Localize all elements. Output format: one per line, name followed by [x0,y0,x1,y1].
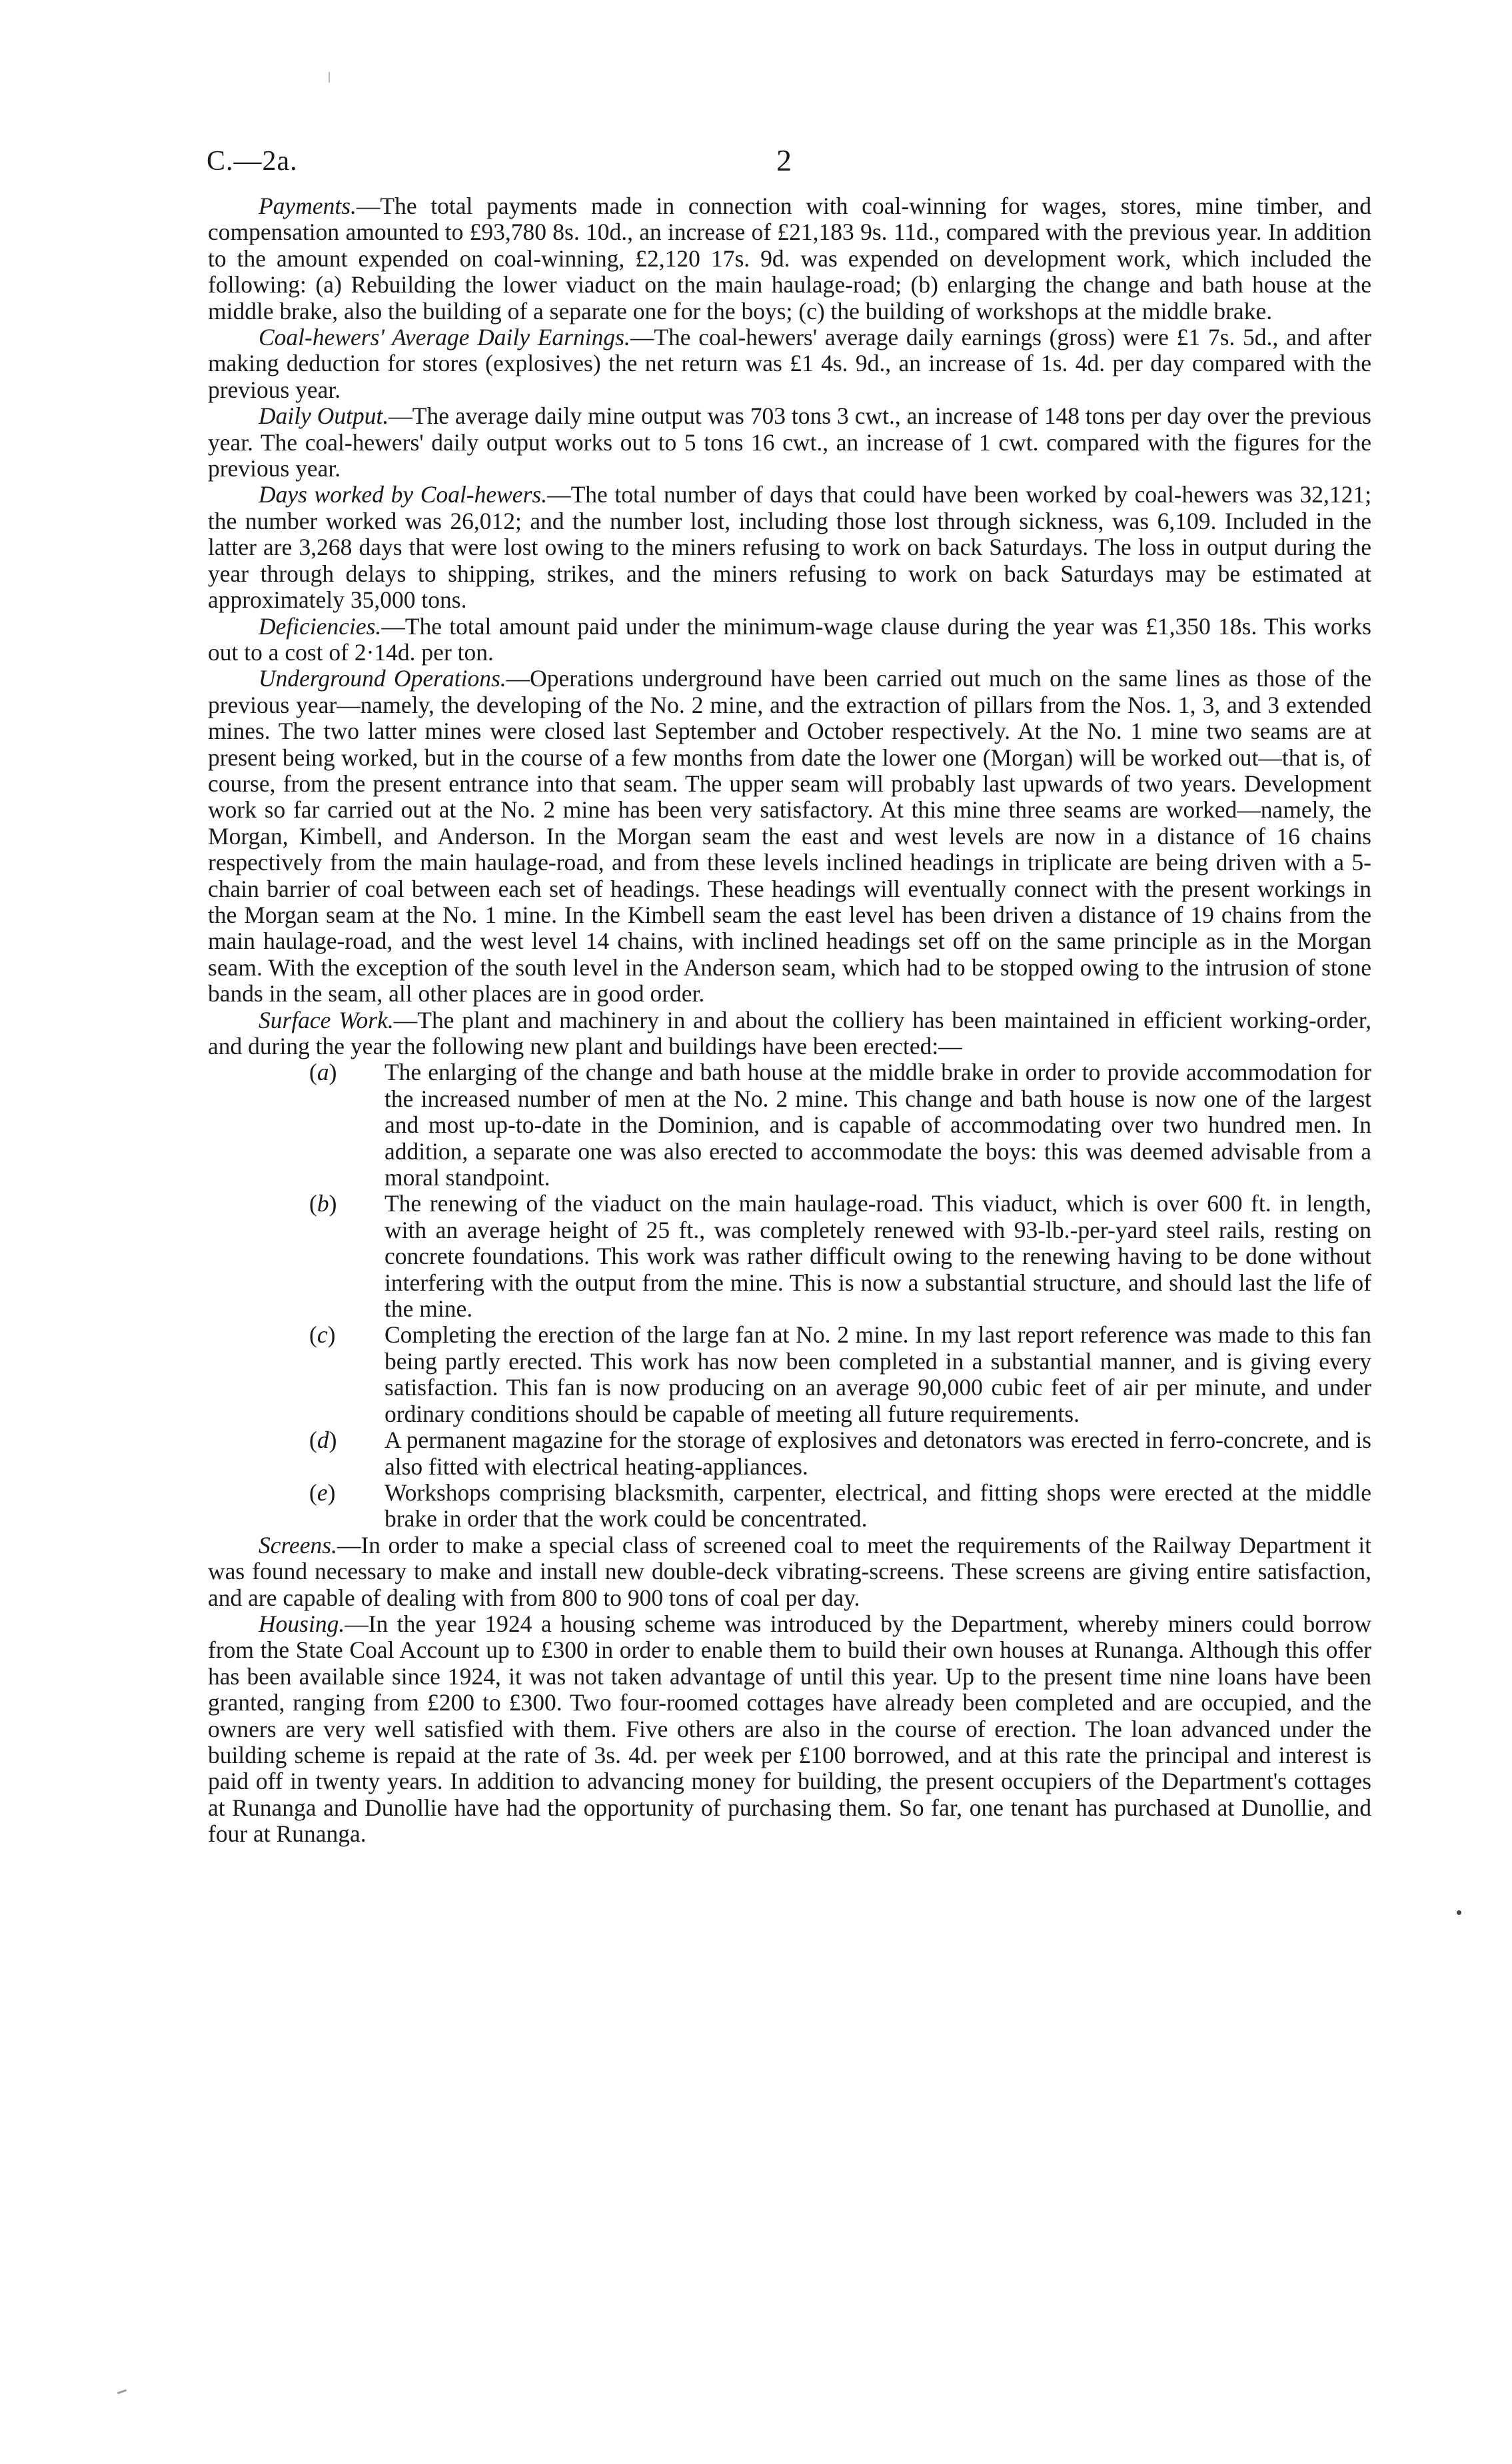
list-item-text: Workshops comprising blacksmith, carpenter, electrical, and fitting shops were erected at the middle brake in order that the work could be concentrated. [384,1479,1371,1533]
paragraph-text: —The total number of days that could have been worked by coal-hewers was 32,121; the number worked was 26,012; and the number lost, including those lost through sickness, was 6,109. Included in the latter are 3,268 days that were lost owing to the miners refusing to work on back Saturdays. The loss in output during the year through delays to shipping, strikes, and the miners refusing to work on back Saturdays may be estimated at approximately 35,000 tons. [208,481,1371,614]
paragraph-payments [208,193,1371,324]
paragraph-heading: Underground Operations. [259,665,506,692]
paragraph-heading: Daily Output. [259,402,389,430]
list-item [208,1191,1371,1322]
paragraph-screens [208,1533,1371,1611]
list-marker: (d) [309,1427,337,1454]
scan-mark [329,72,330,83]
paragraph-heading: Deficiencies. [259,612,382,640]
list-item-text: The renewing of the viaduct on the main haulage-road. This viaduct, which is over 600 ft. in length, with an average height of 25 ft., was completely renewed with 93-lb.-per-yard steel rails, resting on concrete foundations. This work was rather difficult owing to the renewing having to be done without interfering with the output from the mine. This is now a substantial structure, and should last the life of the mine. [384,1190,1371,1323]
paragraph-heading: Screens. [259,1531,337,1558]
document-reference: C.—2a. [207,146,298,177]
paragraph-text: —The total payments made in connection with coal-winning for wages, stores, mine timber, and compensation amounted to £93,780 8s. 10d., an increase of £21,183 9s. 11d., compared with the previous year. In addition to the amount expended on coal-winning, £2,120 17s. 9d. was expended on development work, which included the following: (a) Rebuilding the lower viaduct on the main haulage-road; (b) enlarging the change and bath house at the middle brake, also the building of a separate one for the boys; (c) the building of workshops at the middle brake. [208,193,1371,324]
list-item-text: The enlarging of the change and bath house at the middle brake in order to provide accommodation for the increased number of men at the No. 2 mine. This change and bath house is now one of the largest and most up-to-date in the Dominion, and is capable of accommodating over two hundred men. In addition, a separate one was also erected to accommodate the boys: this was deemed advisable from a moral standpoint. [384,1059,1371,1191]
scan-mark [1457,1910,1461,1915]
paragraph-surface-work [208,1007,1371,1060]
list-item [208,1322,1371,1427]
paragraph-text: —In order to make a special class of screened coal to meet the requirements of the Railway Department it was found necessary to make and install new double-deck vibrating-screens. These screens are giving entire satisfaction, and are capable of dealing with from 800 to 900 tons of coal per day. [208,1531,1371,1611]
paragraph-daily-output [208,403,1371,482]
list-item [208,1480,1371,1533]
paragraph-earnings [208,324,1371,403]
paragraph-deficiencies [208,614,1371,666]
list-marker: (a) [309,1059,337,1086]
paragraph-text: —The average daily mine output was 703 tons 3 cwt., an increase of 148 tons per day over the previous year. The coal-hewers' daily output works out to 5 tons 16 cwt., an increase of 1 cwt. compared with the figures for the previous year. [208,402,1371,482]
paragraph-text: —The total amount paid under the minimum-wage clause during the year was £1,350 18s. This works out to a cost of 2·14d. per ton. [208,612,1371,666]
body-text [208,193,1371,1848]
paragraph-text: —In the year 1924 a housing scheme was introduced by the Department, whereby miners could borrow from the State Coal Account up to £300 in order to enable them to build their own houses at Runanga. Although this offer has been available since 1924, it was not taken advantage of until this year. Up to the present time nine loans have been granted, ranging from £200 to £300. Two four-roomed cottages have already been completed and are occupied, and the owners are very well satisfied with them. Five others are also in the course of erection. The loan advanced under the building scheme is repaid at the rate of 3s. 4d. per week per £100 borrowed, and at this rate the principal and interest is paid off in twenty years. In addition to advancing money for building, the present occupiers of the Department's cottages at Runanga and Dunollie have had the opportunity of purchasing them. So far, one tenant has purchased at Dunollie, and four at Runanga. [208,1610,1371,1848]
list-item-text: A permanent magazine for the storage of explosives and detonators was erected in ferro-concrete, and is also fitted with electrical heating-appliances. [384,1427,1371,1480]
paragraph-text: —The coal-hewers' average daily earnings (gross) were £1 7s. 5d., and after making deduction for stores (explosives) the net return was £1 4s. 9d., an increase of 1s. 4d. per day compared with the previous year. [208,324,1372,403]
page-number: 2 [776,143,792,177]
list-item-text: Completing the erection of the large fan at No. 2 mine. In my last report reference was made to this fan being partly erected. This work has now been completed in a substantial manner, and is giving every satisfaction. This fan is now producing on an average 90,000 cubic feet of air per minute, and under ordinary conditions should be capable of meeting all future requirements. [384,1321,1371,1427]
list-marker: (c) [309,1321,336,1349]
surface-work-list [208,1059,1371,1532]
paragraph-days-worked [208,482,1371,613]
list-item [208,1059,1371,1191]
paragraph-underground [208,666,1371,1007]
list-marker: (b) [309,1190,337,1217]
paragraph-heading: Payments. [259,193,357,219]
paragraph-heading: Surface Work. [259,1006,394,1033]
paragraph-housing [208,1611,1371,1848]
scan-mark [117,2389,127,2395]
paragraph-text: —Operations underground have been carried out much on the same lines as those of the previous year—namely, the developing of the No. 2 mine, and the extraction of pillars from the Nos. 1, 3, and 3 extended mines. The two latter mines were closed last September and October respectively. At the No. 1 mine two seams are at present being worked, but in the course of a few months from date the lower one (Morgan) will be worked out—that is, of course, from the present entrance into that seam. The upper seam will probably last upwards of two years. Development work so far carried out at the No. 2 mine has been very satisfactory. At this mine three seams are worked—namely, the Morgan, Kimbell, and Anderson. In the Morgan seam the east and west levels are now in a distance of 16 chains respectively from the main haulage-road, and from these levels inclined headings in triplicate are being driven with a 5-chain barrier of coal between each set of headings. These headings will eventually connect with the present workings in the Morgan seam at the No. 1 mine. In the Kimbell seam the east level has been driven a distance of 19 chains from the main haulage-road, and the west level 14 chains, with inclined headings set off on the same principle as in the Morgan seam. With the exception of the south level in the Anderson seam, which had to be stopped owing to the intrusion of stone bands in the seam, all other places are in good order. [208,665,1371,1007]
paragraph-heading: Coal-hewers' Average Daily Earnings. [259,324,630,351]
list-item [208,1427,1371,1480]
paragraph-text: —The plant and machinery in and about the colliery has been maintained in efficient working-order, and during the year the following new plant and buildings have been erected:— [208,1006,1372,1059]
paragraph-heading: Housing. [259,1610,345,1637]
paragraph-heading: Days worked by Coal-hewers. [259,481,548,508]
list-marker: (e) [309,1479,336,1506]
